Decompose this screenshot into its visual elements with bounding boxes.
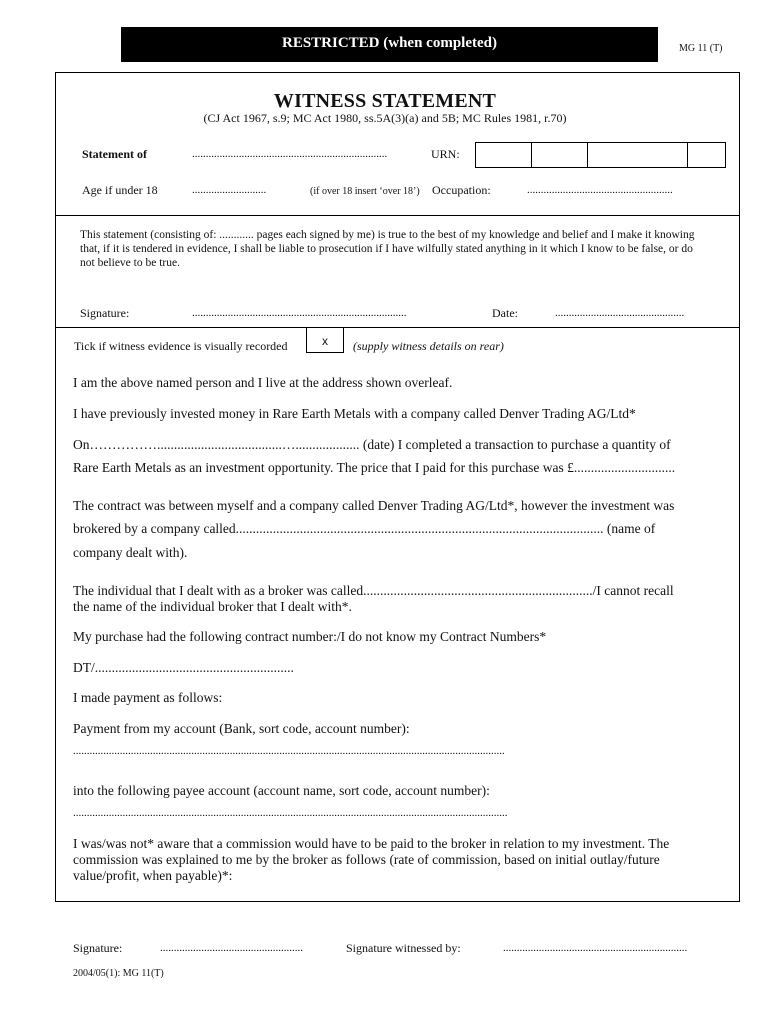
statement-line: company dealt with). (73, 545, 188, 560)
visual-record-label: Tick if witness evidence is visually recorded (74, 339, 288, 353)
divider-details (55, 215, 740, 216)
occupation-label: Occupation: (432, 183, 491, 197)
footer-witnessed-label: Signature witnessed by: (346, 941, 461, 955)
statement-line: the name of the individual broker that I dealt with*. (73, 599, 352, 614)
declaration-text: This statement (consisting of: ............ pages each signed by me) is true to the best of my knowledge and belief and I make it knowing that, if it is tendered in evidence, I shall be liable to prosecution if I have wilfully stated anything in it which I know to be false, or do not believe to be true. (80, 229, 695, 269)
statement-line: Rare Earth Metals as an investment opportunity. The price that I paid for this purchase was £.............................. (73, 460, 676, 475)
urn-cell[interactable] (688, 143, 725, 167)
statement-line: into the following payee account (account name, sort code, account number): (73, 783, 490, 798)
statement-line: I have previously invested money in Rare Earth Metals with a company called Denver Trading AG/Ltd* (73, 406, 636, 421)
statement-line: brokered by a company called............................................................................................................. (name of (73, 521, 656, 536)
age-hint: (if over 18 insert ‘over 18’) (310, 186, 420, 197)
urn-label: URN: (431, 147, 460, 161)
urn-cell[interactable] (476, 143, 532, 167)
urn-cell[interactable] (532, 143, 588, 167)
age-label: Age if under 18 (82, 183, 158, 197)
statement-line: On…………….....................................…................... (date) I completed a transaction to purchase a quantity of (73, 437, 671, 452)
commission-paragraph: I was/was not* aware that a commission would have to be paid to the broker in relation to my investment. The commission was explained to me by the broker as follows (rate of commission, based on initial outlay/future value/profit, when payable)*: (73, 836, 670, 883)
payee-account-field[interactable]: .............................................................................................................................................................. (73, 807, 508, 819)
visual-record-checkbox[interactable]: x (306, 327, 344, 353)
footer-witnessed-field[interactable]: ................................................................... (503, 942, 688, 954)
contract-number-field[interactable]: DT/........................................................... (73, 660, 294, 675)
footer-signature-field[interactable]: .................................................... (160, 942, 303, 954)
urn-cell[interactable] (588, 143, 688, 167)
restricted-banner: RESTRICTED (when completed) (121, 27, 658, 62)
declaration-date-field[interactable]: ............................................... (555, 307, 685, 319)
statement-of-label: Statement of (82, 147, 147, 161)
form-reference: MG 11 (T) (679, 43, 723, 54)
statement-of-field[interactable]: ....................................................................... (192, 148, 388, 160)
declaration-signature-label: Signature: (80, 306, 130, 320)
statement-line: The individual that I dealt with as a broker was called..................................................................../I cannot recall (73, 583, 674, 598)
statement-line: I am the above named person and I live at the address shown overleaf. (73, 375, 453, 390)
declaration-date-label: Date: (492, 306, 518, 320)
age-field[interactable]: ........................... (192, 184, 267, 196)
statement-line: I made payment as follows: (73, 690, 223, 705)
payer-account-field[interactable]: ............................................................................................................................................................. (73, 745, 505, 757)
footer-signature-label: Signature: (73, 941, 123, 955)
declaration-signature-field[interactable]: .............................................................................. (192, 307, 407, 319)
occupation-field[interactable]: ..................................................... (527, 184, 673, 196)
statement-line: My purchase had the following contract number:/I do not know my Contract Numbers* (73, 629, 547, 644)
urn-boxes[interactable] (475, 142, 726, 168)
divider-declaration (55, 327, 740, 328)
legal-reference: (CJ Act 1967, s.9; MC Act 1980, ss.5A(3)(a) and 5B; MC Rules 1981, r.70) (203, 111, 567, 125)
statement-line: The contract was between myself and a company called Denver Trading AG/Ltd*, however the investment was (73, 498, 675, 513)
form-code: 2004/05(1): MG 11(T) (73, 968, 164, 979)
page-title: WITNESS STATEMENT (273, 90, 497, 112)
statement-line: Payment from my account (Bank, sort code, account number): (73, 721, 410, 736)
visual-record-note: (supply witness details on rear) (353, 339, 504, 353)
